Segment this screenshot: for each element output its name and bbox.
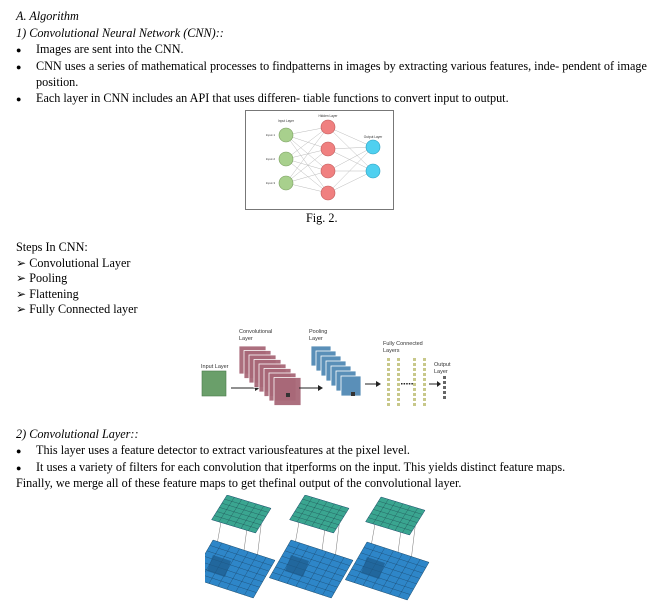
input-node (279, 176, 293, 190)
conv-layer-label: Layer (239, 336, 253, 342)
bullet-text-continuation: position. (36, 75, 79, 89)
fc-layer-label: Layers (383, 348, 400, 354)
fc-neuron (413, 368, 416, 371)
arrow-bullet-icon: ➢ (16, 271, 27, 285)
bullet-icon: ● (16, 45, 22, 55)
fc-neuron (423, 383, 426, 386)
arrow-bullet-icon: ➢ (16, 256, 27, 270)
hidden-node (321, 120, 335, 134)
steps-title: Steps In CNN: (16, 240, 88, 254)
bullet-icon: ● (16, 94, 22, 104)
step-item (16, 255, 130, 271)
figure-2-neural-network (245, 110, 394, 210)
bullet-icon: ● (16, 446, 22, 456)
bullet-text (36, 58, 647, 74)
ellipsis-dot (401, 383, 403, 385)
input-node (279, 152, 293, 166)
step-item (16, 270, 67, 286)
fc-neuron (423, 363, 426, 366)
neural-network-diagram (246, 111, 393, 209)
ellipsis-dot (404, 383, 406, 385)
connection-line (286, 135, 328, 171)
fc-neuron (397, 388, 400, 391)
bullet-icon: ● (16, 463, 22, 473)
connection-line (328, 149, 373, 171)
section-heading: A. Algorithm (16, 9, 79, 23)
kernel-highlight (286, 393, 290, 397)
output-layer-label: Output (434, 362, 451, 368)
bullet-icon: ● (16, 62, 22, 72)
bullet-text: Each layer in CNN includes an API that uses differen- tiable functions to convert input to output. (36, 91, 509, 105)
output-neuron (443, 386, 446, 389)
fc-neuron (397, 378, 400, 381)
input-node (279, 128, 293, 142)
paragraph: Finally, we merge all of these feature maps to get thefinal output of the convolutional layer. (16, 476, 462, 490)
fc-neuron (387, 383, 390, 386)
fc-neuron (387, 388, 390, 391)
step-item (16, 286, 79, 302)
subsection-heading-cnn: 1) Convolutional Neural Network (CNN):: (16, 26, 224, 40)
fc-neuron (413, 393, 416, 396)
fc-neuron (423, 388, 426, 391)
output-layer-label: Output Layer (363, 135, 383, 139)
input-layer-label: Input Layer (278, 119, 294, 123)
arrow-head-icon (318, 385, 323, 391)
fc-neuron (413, 373, 416, 376)
output-neuron (443, 381, 446, 384)
fc-neuron (387, 358, 390, 361)
fc-neuron (423, 393, 426, 396)
conv-layer-label: Convolutional (239, 329, 273, 335)
arrow-head-icon (437, 381, 441, 387)
fc-neuron (423, 358, 426, 361)
step-label: Flattening (29, 287, 79, 301)
fc-neuron (397, 393, 400, 396)
arrow-head-icon (376, 381, 381, 387)
fc-neuron (387, 403, 390, 406)
fc-neuron (387, 363, 390, 366)
ellipsis-dot (411, 383, 413, 385)
fc-neuron (387, 393, 390, 396)
fc-neuron (413, 378, 416, 381)
ellipsis-dot (406, 383, 408, 385)
input-layer-label: Input Layer (201, 364, 229, 370)
ellipsis-dot (409, 383, 411, 385)
fc-neuron (387, 373, 390, 376)
input-node-label: Input 3 (265, 181, 275, 185)
fc-neuron (387, 398, 390, 401)
step-item (16, 301, 138, 317)
input-image (202, 371, 226, 396)
fc-neuron (423, 368, 426, 371)
fc-neuron (413, 358, 416, 361)
output-node (366, 140, 380, 154)
fc-neuron (423, 403, 426, 406)
cnn-pipeline-figure (197, 326, 463, 411)
pool-layer-label: Layer (309, 336, 323, 342)
hidden-node (321, 142, 335, 156)
fc-neuron (423, 373, 426, 376)
connection-line (328, 171, 373, 193)
fc-neuron (413, 363, 416, 366)
output-node (366, 164, 380, 178)
input-node-label: Input 1 (265, 133, 275, 137)
fc-neuron (413, 403, 416, 406)
hidden-node (321, 186, 335, 200)
feature-map-square (274, 378, 301, 406)
feature-maps-figure (205, 495, 445, 605)
pool-highlight (351, 392, 355, 396)
step-label: Fully Connected layer (29, 302, 138, 316)
cnn-pipeline-diagram (197, 326, 463, 411)
arrow-bullet-icon: ➢ (16, 287, 27, 301)
fc-neuron (413, 398, 416, 401)
fc-neuron (423, 378, 426, 381)
hidden-node (321, 164, 335, 178)
fc-neuron (397, 363, 400, 366)
output-neuron (443, 376, 446, 379)
pool-layer-label: Pooling (309, 329, 328, 335)
bullet-text: Images are sent into the CNN. (36, 42, 184, 56)
fc-neuron (397, 373, 400, 376)
arrow-bullet-icon: ➢ (16, 302, 27, 316)
output-layer-label: Layer (434, 369, 448, 375)
bullet-text: This layer uses a feature detector to extract variousfeatures at the pixel level. (36, 443, 410, 457)
bullet-text: It uses a variety of filters for each convolution that itperforms on the input. This yields distinct feature maps. (36, 460, 566, 474)
step-label: Convolutional Layer (29, 256, 131, 270)
output-neuron (443, 391, 446, 394)
fc-neuron (397, 403, 400, 406)
fc-neuron (397, 398, 400, 401)
fc-neuron (413, 383, 416, 386)
fc-neuron (423, 398, 426, 401)
output-neuron (443, 396, 446, 399)
fc-neuron (387, 368, 390, 371)
bullet-text-line: CNN uses a series of mathematical processes to findpatterns in images by extracting various features, inde- pendent of image (36, 59, 647, 73)
fc-neuron (397, 383, 400, 386)
fc-neuron (387, 378, 390, 381)
hidden-layer-label: Hidden Layer (318, 114, 338, 118)
subsection-heading-conv: 2) Convolutional Layer:: (16, 427, 139, 441)
figure-2-caption: Fig. 2. (306, 211, 338, 225)
fc-neuron (413, 388, 416, 391)
fc-neuron (397, 358, 400, 361)
step-label: Pooling (29, 271, 68, 285)
fc-neuron (397, 368, 400, 371)
feature-maps-diagram (205, 495, 445, 605)
input-node-label: Input 2 (265, 157, 275, 161)
fc-layer-label: Fully Connected (383, 341, 423, 347)
